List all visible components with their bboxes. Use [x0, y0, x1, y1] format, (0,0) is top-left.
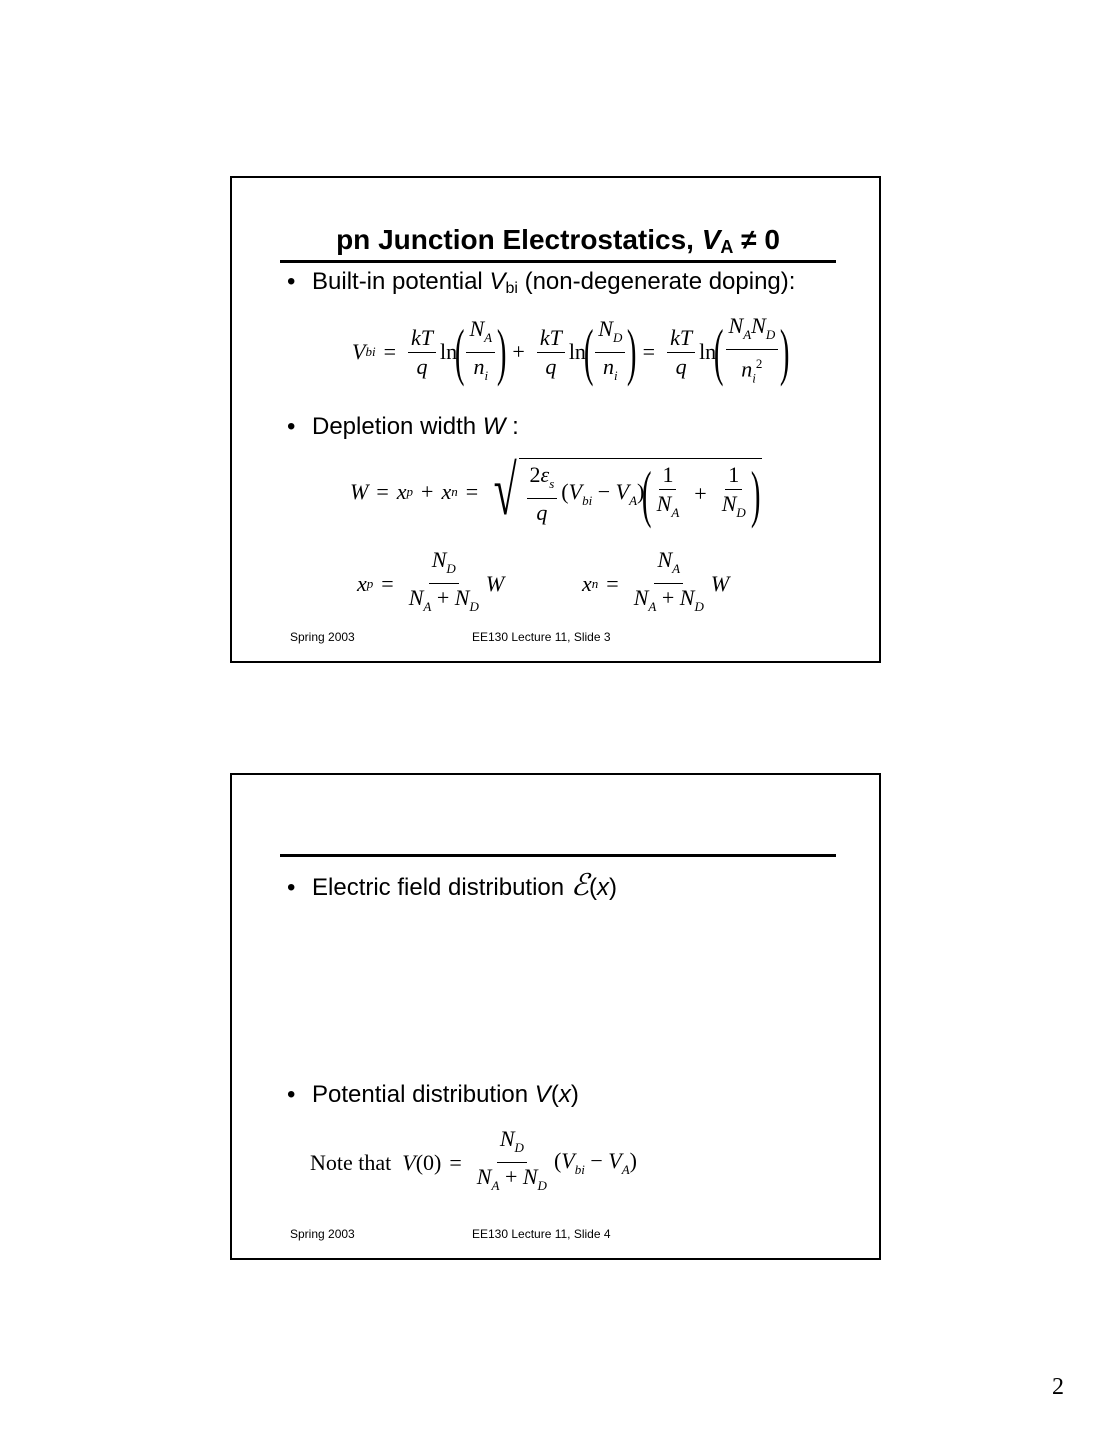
bullet-potential [287, 1080, 579, 1110]
equation-v0: Note that V (0) = $\frac{N_D}{N_A + N_D}$ $(V_{bi} - V_A)$ [310, 1126, 637, 1193]
paren-close: ) [570, 1081, 579, 1108]
bullet-paren-var: x [558, 1081, 571, 1108]
footer-date: Spring 2003 [290, 630, 355, 644]
title-suffix: ≠ 0 [733, 224, 780, 255]
paren-open: ( [588, 874, 597, 901]
title-text: pn Junction Electrostatics, [336, 224, 702, 255]
footer-slide-info: EE130 Lecture 11, Slide 4 [472, 1227, 611, 1241]
equation-xp: x p = $\frac{N_D}{N_A + N_D}$ W [357, 547, 505, 614]
bullet-depletion-width [287, 412, 519, 442]
bullet-text: Potential distribution [312, 1081, 535, 1108]
bullet-dot: • [287, 1081, 296, 1108]
title-var: V [701, 224, 721, 255]
bullet-text: Electric field distribution [312, 874, 571, 901]
footer-date: Spring 2003 [290, 1227, 355, 1241]
bullet-dot: • [287, 413, 296, 440]
equation-w: W = x p + x n = √ $\frac{2\varepsilon_s}{q}$ $(V_{bi} - V_A)$ ( $\frac{1}{N_A}$ + $\frac{1}{N_D}$ ) [350, 453, 761, 530]
paren-close: ) [608, 874, 617, 901]
bullet-sub: bi [505, 280, 518, 297]
note-text: Note that [310, 1149, 392, 1175]
bullet-var: x [596, 874, 609, 901]
equation-xn: x n = $\frac{N_A}{N_A + N_D}$ W [582, 547, 730, 614]
bullet-var: V [489, 268, 506, 295]
bullet-var: W [482, 413, 506, 440]
equation-vbi: V bi = $\frac{kT}{q}$ ln ( $\frac{N_A}{n_i}$ ) + $\frac{kT}{q}$ ln ( $\frac{N_D}{n_i}$ ) = $\frac{kT}{q}$ ln ( $\frac{N_AN_D}{n_i^2}$ ) [352, 313, 790, 388]
slide-3 [230, 176, 881, 663]
bullet-text: Depletion width [312, 413, 483, 440]
bullet-var: V [534, 1081, 551, 1108]
page-number: 2 [1052, 1374, 1064, 1400]
bullet-text: Built-in potential [312, 268, 490, 295]
bullet-dot: • [287, 874, 296, 901]
bullet-dot: • [287, 268, 296, 295]
bullet-suffix: (non-degenerate doping): [517, 268, 796, 295]
electric-field-symbol: ℰ [570, 868, 589, 903]
bullet-suffix: : [505, 413, 519, 440]
bullet-electric-field [287, 868, 617, 903]
slide-4 [230, 773, 881, 1260]
title-sub: A [720, 237, 734, 257]
footer-slide-info: EE130 Lecture 11, Slide 3 [472, 630, 611, 644]
title-underline [280, 854, 836, 857]
slide-title [280, 220, 836, 263]
paren-open: ( [550, 1081, 559, 1108]
bullet-built-in-potential [287, 267, 795, 304]
